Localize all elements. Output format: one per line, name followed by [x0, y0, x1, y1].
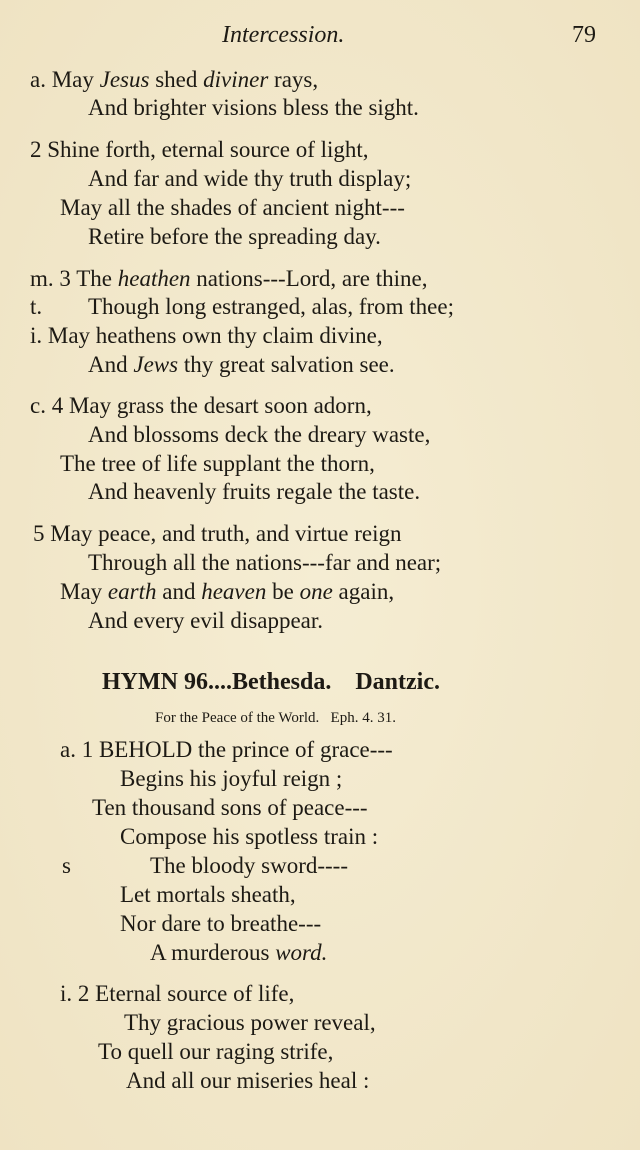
text-segment: 5 May peace, and truth, and virtue reign	[33, 521, 402, 546]
text-line	[98, 1038, 333, 1066]
text-line	[92, 794, 368, 822]
text-line	[150, 939, 327, 967]
text-line	[150, 852, 348, 880]
text-segment: And brighter visions bless the sight.	[88, 95, 419, 120]
text-segment: a. May	[30, 67, 100, 92]
text-segment: And every evil disappear.	[88, 608, 324, 633]
text-line	[120, 823, 378, 851]
text-segment: a. 1 BEHOLD the prince of grace---	[60, 737, 393, 762]
text-segment: Retire before the spreading day.	[88, 224, 381, 249]
text-line	[30, 293, 42, 321]
text-segment: The tree of life supplant the thorn,	[60, 451, 375, 476]
text-segment: thy great salvation see.	[178, 352, 395, 377]
text-segment: c. 4 May grass the desart soon adorn,	[30, 393, 372, 418]
page-number: 79	[572, 22, 596, 48]
text-line	[124, 1009, 376, 1037]
italic-text: Jews	[133, 352, 179, 377]
text-line	[88, 549, 441, 577]
text-line	[126, 1067, 369, 1095]
text-line	[60, 450, 375, 478]
text-segment: And all our miseries heal :	[126, 1068, 370, 1093]
italic-text: diviner	[203, 67, 269, 92]
text-segment: t.	[30, 294, 43, 319]
text-line	[88, 478, 420, 506]
text-segment: Begins his joyful reign ;	[120, 766, 343, 791]
italic-text: heathen	[117, 266, 191, 291]
text-segment: Nor dare to breathe---	[120, 911, 322, 936]
text-segment: For the Peace of the World. Eph. 4. 31.	[155, 710, 396, 726]
text-segment: And far and wide thy truth display;	[88, 166, 412, 191]
hymn-subtitle	[155, 704, 396, 732]
text-line	[88, 607, 323, 635]
text-line	[30, 66, 318, 94]
text-line	[30, 265, 428, 293]
text-segment: shed	[149, 67, 204, 92]
text-segment: May all the shades of ancient night---	[60, 195, 405, 220]
text-segment: 2 Shine forth, eternal source of light,	[30, 137, 369, 162]
text-line	[88, 351, 395, 379]
italic-text: earth	[107, 579, 157, 604]
text-segment: The bloody sword----	[150, 853, 349, 878]
italic-text: heaven	[201, 579, 267, 604]
text-segment: To quell our raging strife,	[98, 1039, 334, 1064]
text-segment: Thy gracious power reveal,	[124, 1010, 376, 1035]
text-segment: And	[88, 352, 134, 377]
text-line	[33, 520, 402, 548]
text-line	[62, 852, 71, 880]
text-line	[60, 736, 393, 764]
text-segment: Though long estranged, alas, from thee;	[88, 294, 454, 319]
text-segment: again,	[332, 579, 395, 604]
text-segment: Compose his spotless train :	[120, 824, 379, 849]
text-segment: be	[266, 579, 300, 604]
text-segment: s	[62, 853, 71, 878]
text-line	[30, 322, 383, 350]
text-segment: Ten thousand sons of peace---	[92, 795, 368, 820]
text-line	[120, 910, 321, 938]
text-segment: i. 2 Eternal source of life,	[60, 981, 295, 1006]
hymn-title	[102, 668, 440, 696]
text-line	[88, 223, 381, 251]
text-segment: m. 3 The	[30, 266, 118, 291]
text-line	[30, 392, 372, 420]
running-title: Intercession.	[222, 22, 345, 48]
text-segment: Through all the nations---far and near;	[88, 550, 442, 575]
text-segment: And heavenly fruits regale the taste.	[88, 479, 421, 504]
text-segment: May	[60, 579, 108, 604]
italic-text: one	[299, 579, 333, 604]
text-segment: and	[156, 579, 202, 604]
text-line	[88, 94, 419, 122]
italic-text: word.	[275, 940, 328, 965]
text-segment: HYMN 96....Bethesda. Dantzic.	[102, 669, 440, 695]
text-segment: nations---Lord, are thine,	[190, 266, 428, 291]
text-line	[60, 980, 294, 1008]
text-line	[88, 421, 430, 449]
text-line	[120, 765, 342, 793]
text-segment: rays,	[268, 67, 319, 92]
text-line	[88, 293, 454, 321]
text-segment: And blossoms deck the dreary waste,	[88, 422, 431, 447]
text-segment: i. May heathens own thy claim divine,	[30, 323, 383, 348]
text-segment: Let mortals sheath,	[120, 882, 296, 907]
text-line	[60, 578, 394, 606]
text-segment: A murderous	[150, 940, 276, 965]
text-line	[60, 194, 405, 222]
text-line	[30, 136, 369, 164]
italic-text: Jesus	[99, 67, 150, 92]
text-line	[120, 881, 296, 909]
text-line	[88, 165, 411, 193]
